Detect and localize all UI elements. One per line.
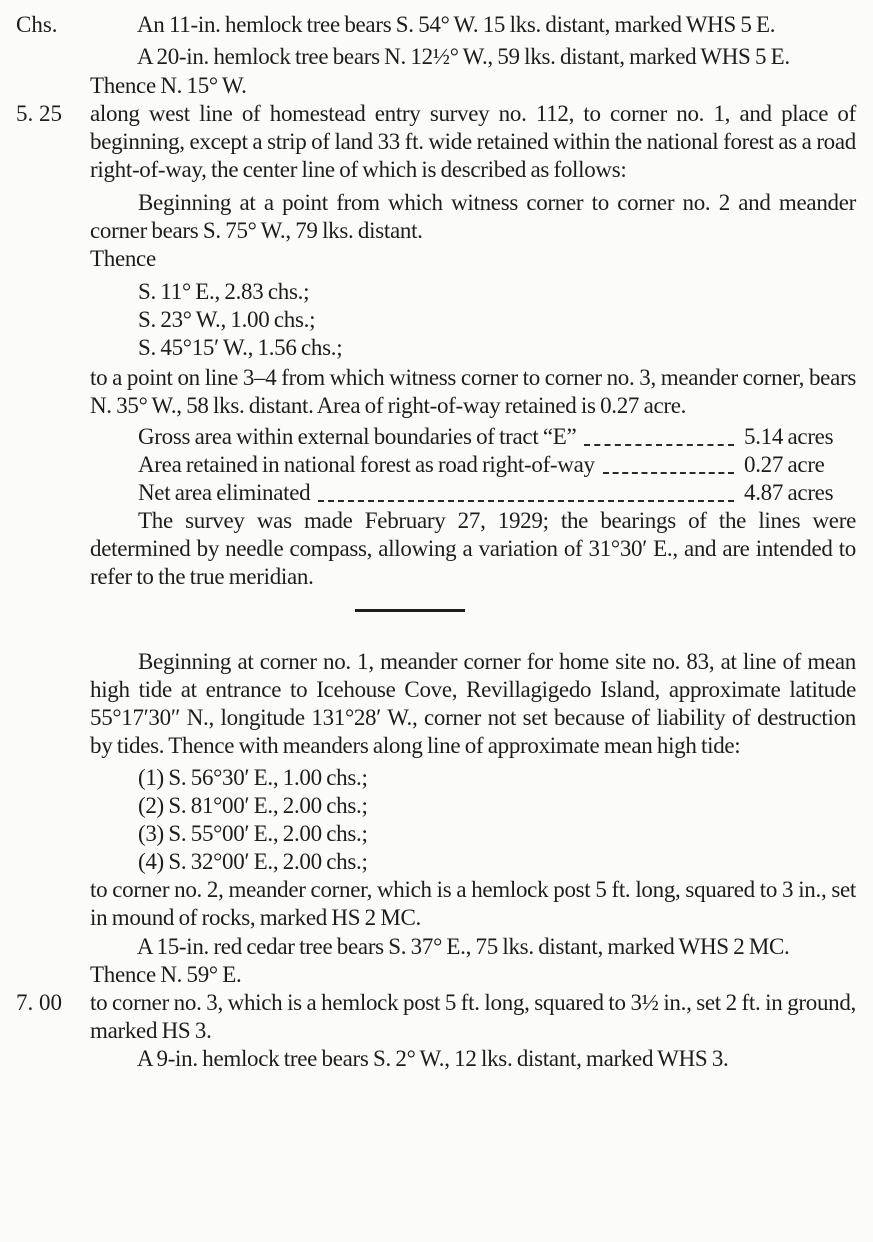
paragraph-corner3-text: to corner no. 3, which is a hemlock post 5 ft. long, squared to 3½ in., set 2 ft. in ground, marked HS 3. <box>90 990 856 1043</box>
dot-leader <box>584 444 734 446</box>
centerline-course-list <box>138 278 856 362</box>
chains-column-header: Chs. <box>16 12 58 37</box>
tree-bearing-hemlock-9in <box>90 1045 856 1073</box>
area-row-label: Net area eliminated <box>138 480 311 505</box>
table-row <box>138 479 856 507</box>
tree-bearing-hemlock-11in-text: An 11-in. hemlock tree bears S. 54° W. 15 lks. distant, marked WHS 5 E. <box>137 12 776 37</box>
tree-bearing-hemlock-11in <box>16 11 856 39</box>
table-row <box>138 451 856 479</box>
chains-distance-5-25: 5. 25 <box>16 101 62 126</box>
paragraph-beginning-point: Beginning at a point from which witness corner to corner no. 2 and meander corner bears S. 75° W., 79 lks. distant. <box>90 190 856 243</box>
paragraph-survey-date: The survey was made February 27, 1929; the bearings of the lines were determined by needle compass, allowing a variation of 31°30′ E., and are intended to refer to the true meridian. <box>90 508 856 589</box>
thence-n59e-line: Thence N. 59° E. <box>90 962 242 987</box>
paragraph-beginning-corner1: Beginning at corner no. 1, meander corner for home site no. 83, at line of mean high tide at entrance to Icehouse Cove, Revillagigedo Island, approximate latitude 55°17′30″ N., longitude 131°28′ W., corner not set because of liability of destruction by tides. Thence with meanders along line of approximate mean high tide: <box>90 649 856 758</box>
meander-course-line: (1) S. 56°30′ E., 1.00 chs.; <box>138 765 368 790</box>
paragraph-corner2: to corner no. 2, meander corner, which is a hemlock post 5 ft. long, squared to 3 in., set in mound of rocks, marked HS 2 MC. <box>90 877 856 930</box>
area-row-value: 0.27 acre <box>744 452 825 477</box>
section-divider <box>355 609 465 612</box>
dot-leader <box>318 500 734 502</box>
meander-course-line: (3) S. 55°00′ E., 2.00 chs.; <box>138 821 368 846</box>
paragraph-corner3 <box>16 989 856 1045</box>
tree-bearing-red-cedar-text: A 15-in. red cedar tree bears S. 37° E., 75 lks. distant, marked WHS 2 MC. <box>137 934 790 959</box>
course-line: S. 45°15′ W., 1.56 chs.; <box>138 335 343 360</box>
area-summary-table <box>138 423 856 507</box>
chains-distance-7-00: 7. 00 <box>16 990 62 1015</box>
tree-bearing-hemlock-9in-text: A 9-in. hemlock tree bears S. 2° W., 12 lks. distant, marked WHS 3. <box>137 1046 729 1071</box>
meander-course-line: (4) S. 32°00′ E., 2.00 chs.; <box>138 849 368 874</box>
paragraph-to-point: to a point on line 3–4 from which witness corner to corner no. 3, meander corner, bears N. 35° W., 58 lks. distant. Area of right-of-way retained is 0.27 acre. <box>90 365 856 418</box>
thence-n15w-line: Thence N. 15° W. <box>90 73 247 98</box>
thence-line: Thence <box>90 246 156 271</box>
tree-bearing-hemlock-20in-text: A 20-in. hemlock tree bears N. 12½° W., 59 lks. distant, marked WHS 5 E. <box>137 44 790 69</box>
meander-course-line: (2) S. 81°00′ E., 2.00 chs.; <box>138 793 368 818</box>
area-row-label: Area retained in national forest as road right-of-way <box>138 452 595 477</box>
dot-leader <box>603 472 734 474</box>
course-line: S. 23° W., 1.00 chs.; <box>138 307 316 332</box>
area-row-label: Gross area within external boundaries of tract “E” <box>138 424 577 449</box>
paragraph-west-line <box>16 100 856 184</box>
table-row <box>138 423 856 451</box>
area-row-value: 5.14 acres <box>744 424 834 449</box>
paragraph-west-line-text: along west line of homestead entry survey no. 112, to corner no. 1, and place of beginning, except a strip of land 33 ft. wide retained within the national forest as a road right-of-way, the center line of which is described as follows: <box>90 101 856 182</box>
course-line: S. 11° E., 2.83 chs.; <box>138 279 310 304</box>
tree-bearing-hemlock-20in <box>90 43 856 71</box>
tree-bearing-red-cedar <box>90 933 856 961</box>
area-row-value: 4.87 acres <box>744 480 834 505</box>
meander-course-list <box>138 764 856 876</box>
